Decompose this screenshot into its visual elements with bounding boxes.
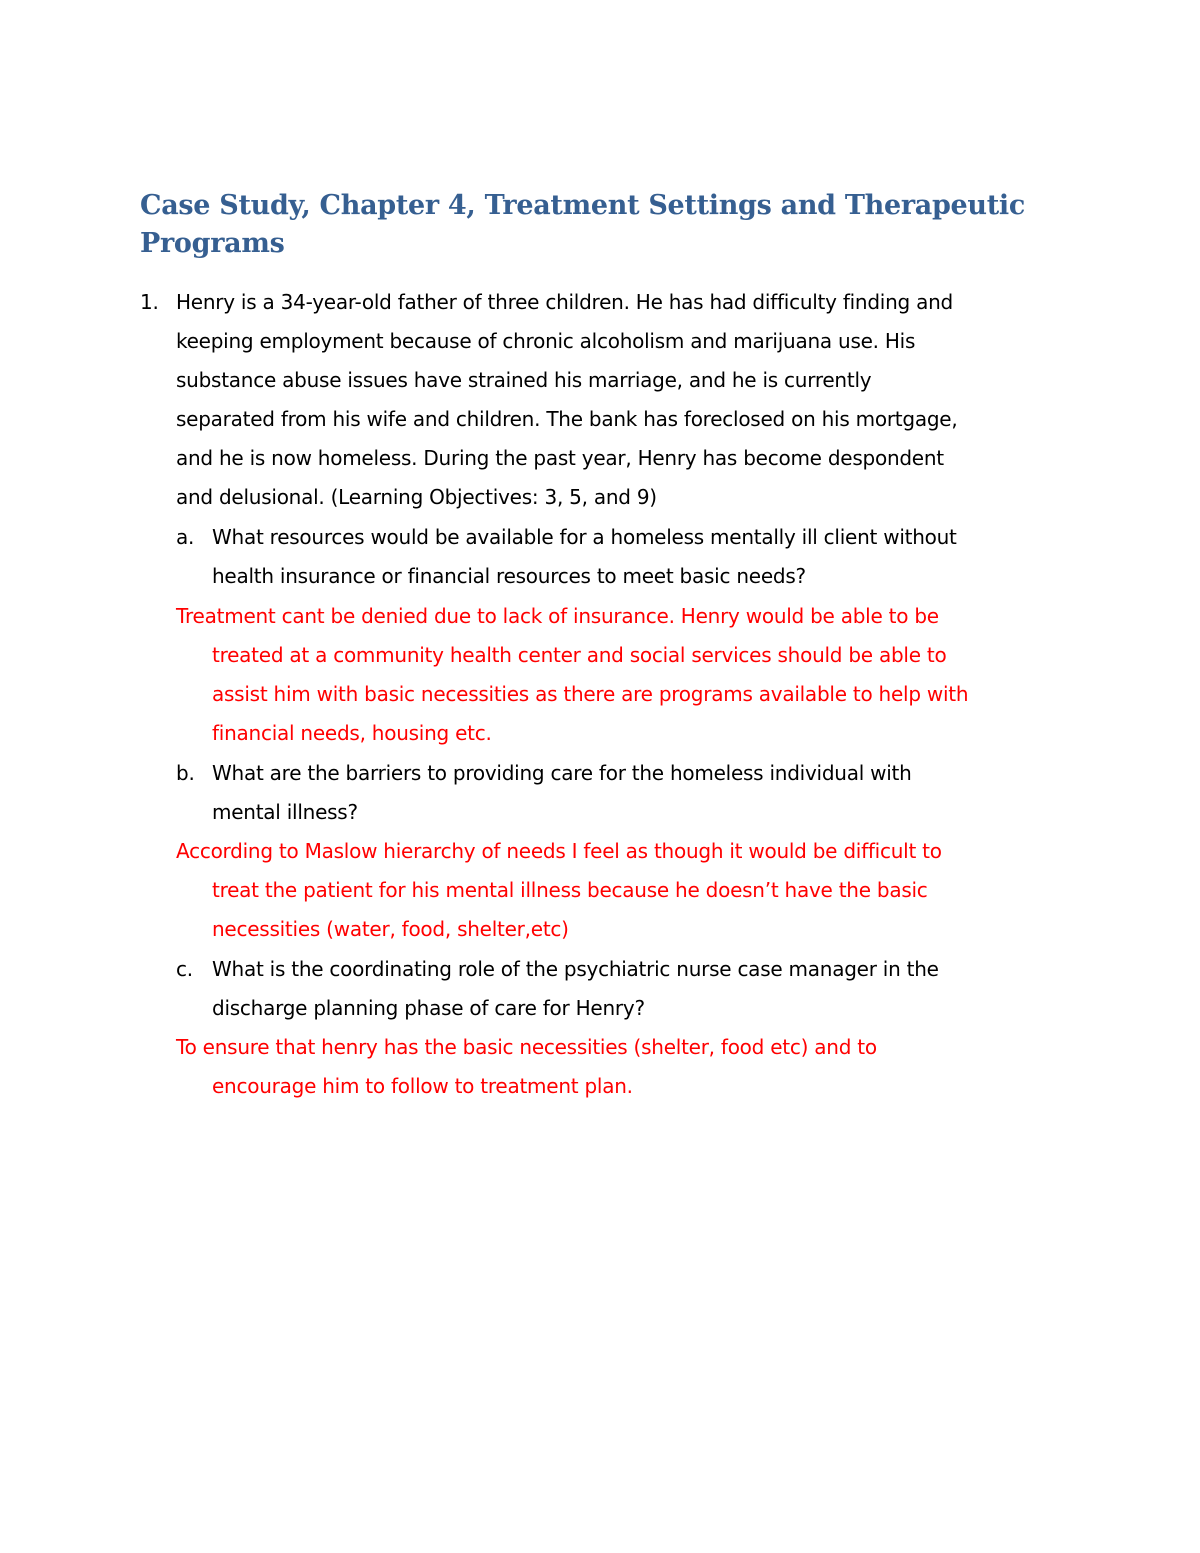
- question-c-line: What is the coordinating role of the psychiatric nurse case manager in the: [212, 957, 939, 981]
- question-marker-b: b.: [176, 761, 195, 785]
- item-number: 1.: [140, 290, 159, 314]
- answer-a-line: assist him with basic necessities as there are programs available to help with: [212, 682, 969, 706]
- answer-b-line: necessities (water, food, shelter,etc): [212, 917, 569, 941]
- question-marker-a: a.: [176, 525, 195, 549]
- item-text-line: keeping employment because of chronic alcoholism and marijuana use. His: [176, 329, 916, 353]
- answer-a-line: Treatment cant be denied due to lack of insurance. Henry would be able to be: [176, 604, 939, 628]
- item-text-line: separated from his wife and children. The bank has foreclosed on his mortgage,: [176, 407, 958, 431]
- answer-c-line: To ensure that henry has the basic necessities (shelter, food etc) and to: [176, 1035, 877, 1059]
- question-b-line: What are the barriers to providing care for the homeless individual with: [212, 761, 912, 785]
- answer-b-line: treat the patient for his mental illness because he doesn’t have the basic: [212, 878, 928, 902]
- question-a-line: What resources would be available for a homeless mentally ill client without: [212, 525, 957, 549]
- item-text-line: substance abuse issues have strained his marriage, and he is currently: [176, 368, 872, 392]
- question-c-line: discharge planning phase of care for Henry?: [212, 996, 645, 1020]
- title-line-2: Programs: [140, 228, 285, 259]
- answer-a-line: treated at a community health center and social services should be able to: [212, 643, 947, 667]
- question-a-line: health insurance or financial resources to meet basic needs?: [212, 564, 806, 588]
- answer-c-line: encourage him to follow to treatment plan.: [212, 1074, 633, 1098]
- page-title: [140, 187, 1040, 263]
- answer-a-line: financial needs, housing etc.: [212, 721, 492, 745]
- item-text-line: and delusional. (Learning Objectives: 3, 5, and 9): [176, 485, 657, 509]
- item-text-line: Henry is a 34-year-old father of three children. He has had difficulty finding and: [176, 290, 953, 314]
- question-b-line: mental illness?: [212, 800, 358, 824]
- question-marker-c: c.: [176, 957, 193, 981]
- title-line-1: Case Study, Chapter 4, Treatment Settings and Therapeutic: [140, 190, 1026, 221]
- item-text-line: and he is now homeless. During the past year, Henry has become despondent: [176, 446, 944, 470]
- answer-b-line: According to Maslow hierarchy of needs I feel as though it would be difficult to: [176, 839, 942, 863]
